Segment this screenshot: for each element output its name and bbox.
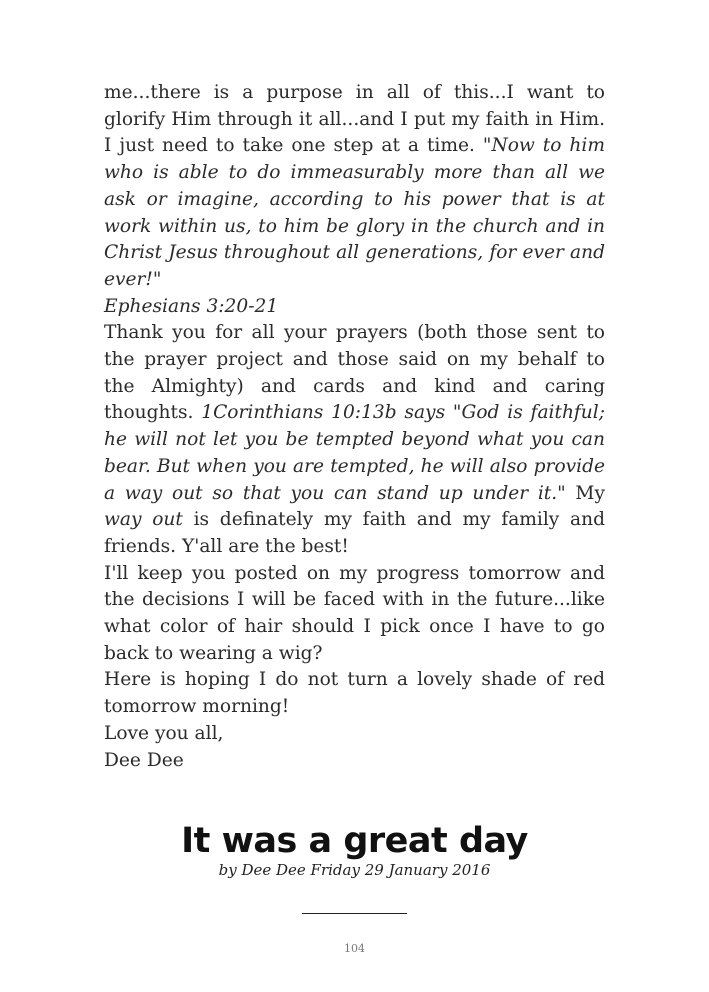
post-title: It was a great day [181, 821, 528, 861]
paragraph-text: Thank you for all your prayers (both those sent to the prayer project and those said on my behalf to the Almighty) and cards and kind and caring thoughts. [104, 322, 605, 424]
paragraph-text: My [565, 482, 605, 504]
divider [302, 913, 407, 914]
page-number: 104 [344, 942, 365, 955]
paragraph [104, 80, 605, 320]
scripture-quote: "Now to him who is able to do immeasurably more than all we ask or imagine, according to his power that is at work within us, to him be glory in the church and in Christ Jesus throughout all generations, for ever and ever!" [104, 135, 605, 290]
paragraph [104, 320, 605, 560]
paragraph-text: me...there is a purpose in all of this...I want to glorify Him through it all...and I put my faith in Him. I just need to take one step at a time. [104, 82, 605, 157]
closing: Love you all, [104, 722, 224, 744]
body-text [104, 80, 605, 774]
paragraph-text: is definately my faith and my family and friends. Y'all are the best! [104, 509, 605, 557]
signature: Dee Dee [104, 749, 184, 771]
scripture-quote: 1Corinthians 10:13b says "God is faithful; he will not let you be tempted beyond what you can bear. But when you are tempted, he will also provide a way out so that you can stand up under it." [104, 402, 605, 504]
paragraph: I'll keep you posted on my progress tomorrow and the decisions I will be faced with in the future...like what color of hair should I pick once I have to go back to wearing a wig? [104, 562, 605, 664]
emphasis: way out [104, 509, 183, 531]
post-byline: by Dee Dee Friday 29 January 2016 [218, 861, 491, 879]
paragraph: Here is hoping I do not turn a lovely shade of red tomorrow morning! [104, 669, 605, 718]
scripture-reference: Ephesians 3:20-21 [104, 295, 279, 317]
